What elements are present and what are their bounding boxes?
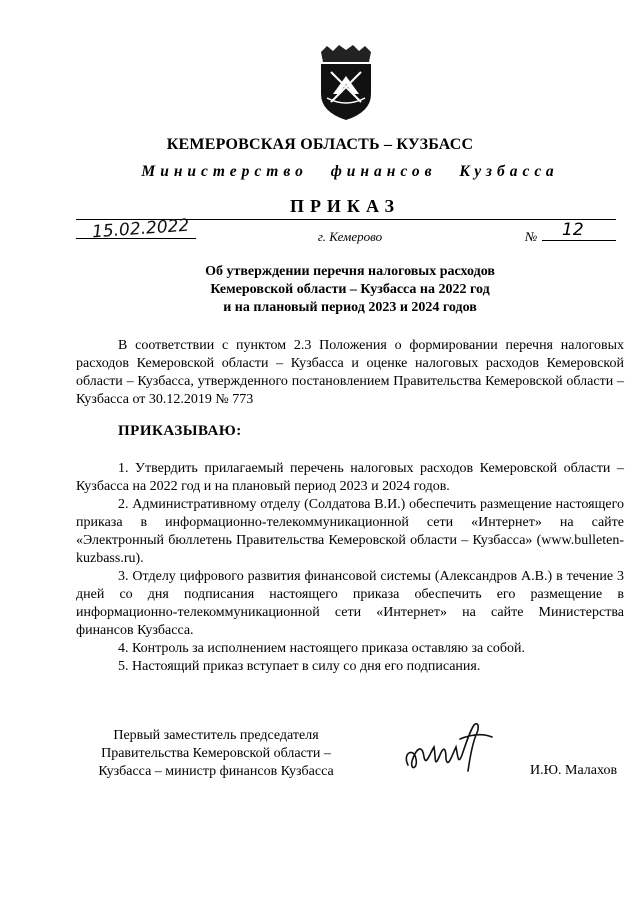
order-item: 4. Контроль за исполнением настоящего приказа оставляю за собой.	[118, 641, 526, 656]
coat-of-arms-icon	[313, 42, 379, 122]
order-item: 2. Административному отделу (Солдатова В.И.) обеспечить размещение настоящего приказа в информационно-телекоммуникационной сети «Интернет» на сайте «Электронный бюллетень Правительства Кемеровской области – Кузбасса» (www.bulleten-kuzbass.ru).	[76, 497, 624, 566]
order-heading: ПРИКАЗЫВАЮ:	[118, 423, 242, 439]
order-item: 3. Отделу цифрового развития финансовой системы (Александров А.В.) в течение 3 дней со дня подписания настоящего приказа обеспечить его размещение в информационно-телекоммуникационной сети «Интернет» на сайте Министерства финансов Кузбасса.	[76, 569, 624, 638]
title-line: и на плановый период 2023 и 2024 годов	[223, 300, 477, 315]
region-name: КЕМЕРОВСКАЯ ОБЛАСТЬ – КУЗБАСС	[166, 136, 474, 153]
position-line: Кузбасса – министр финансов Кузбасса	[98, 764, 334, 779]
number-sign: №	[525, 229, 538, 244]
order-item: 1. Утвердить прилагаемый перечень налоговых расходов Кемеровской области – Кузбасса на 2022 год и на плановый период 2023 и 2024 годов.	[76, 461, 624, 494]
order-items	[76, 460, 624, 676]
document-title	[0, 263, 640, 317]
document-number: 12	[562, 220, 584, 240]
position-line: Первый заместитель председателя	[113, 728, 319, 743]
number-underline	[542, 240, 616, 241]
document-date: 15.02.2022	[91, 215, 190, 243]
signatory-name: И.Ю. Малахов	[530, 763, 618, 778]
position-line: Правительства Кемеровской области –	[101, 746, 331, 761]
document-type: ПРИКАЗ	[289, 196, 401, 216]
preamble-paragraph: В соответствии с пунктом 2.3 Положения о формировании перечня налоговых расходов Кемеровской области – Кузбасса и оценке налоговых расходов Кемеровской области – Кузбасса, утвержденного постановлением Правительства Кемеровской области – Кузбасса от 30.12.2019 № 773	[76, 338, 624, 407]
ministry-name: Министерство финансов Кузбасса	[141, 163, 559, 180]
title-line: Кемеровской области – Кузбасса на 2022 год	[210, 282, 490, 297]
signatory-position	[76, 727, 356, 781]
document-city: г. Кемерово	[317, 229, 383, 244]
title-line: Об утверждении перечня налоговых расходов	[205, 264, 495, 279]
order-item: 5. Настоящий приказ вступает в силу со дня его подписания.	[118, 659, 481, 674]
handwritten-signature-icon	[400, 713, 500, 783]
